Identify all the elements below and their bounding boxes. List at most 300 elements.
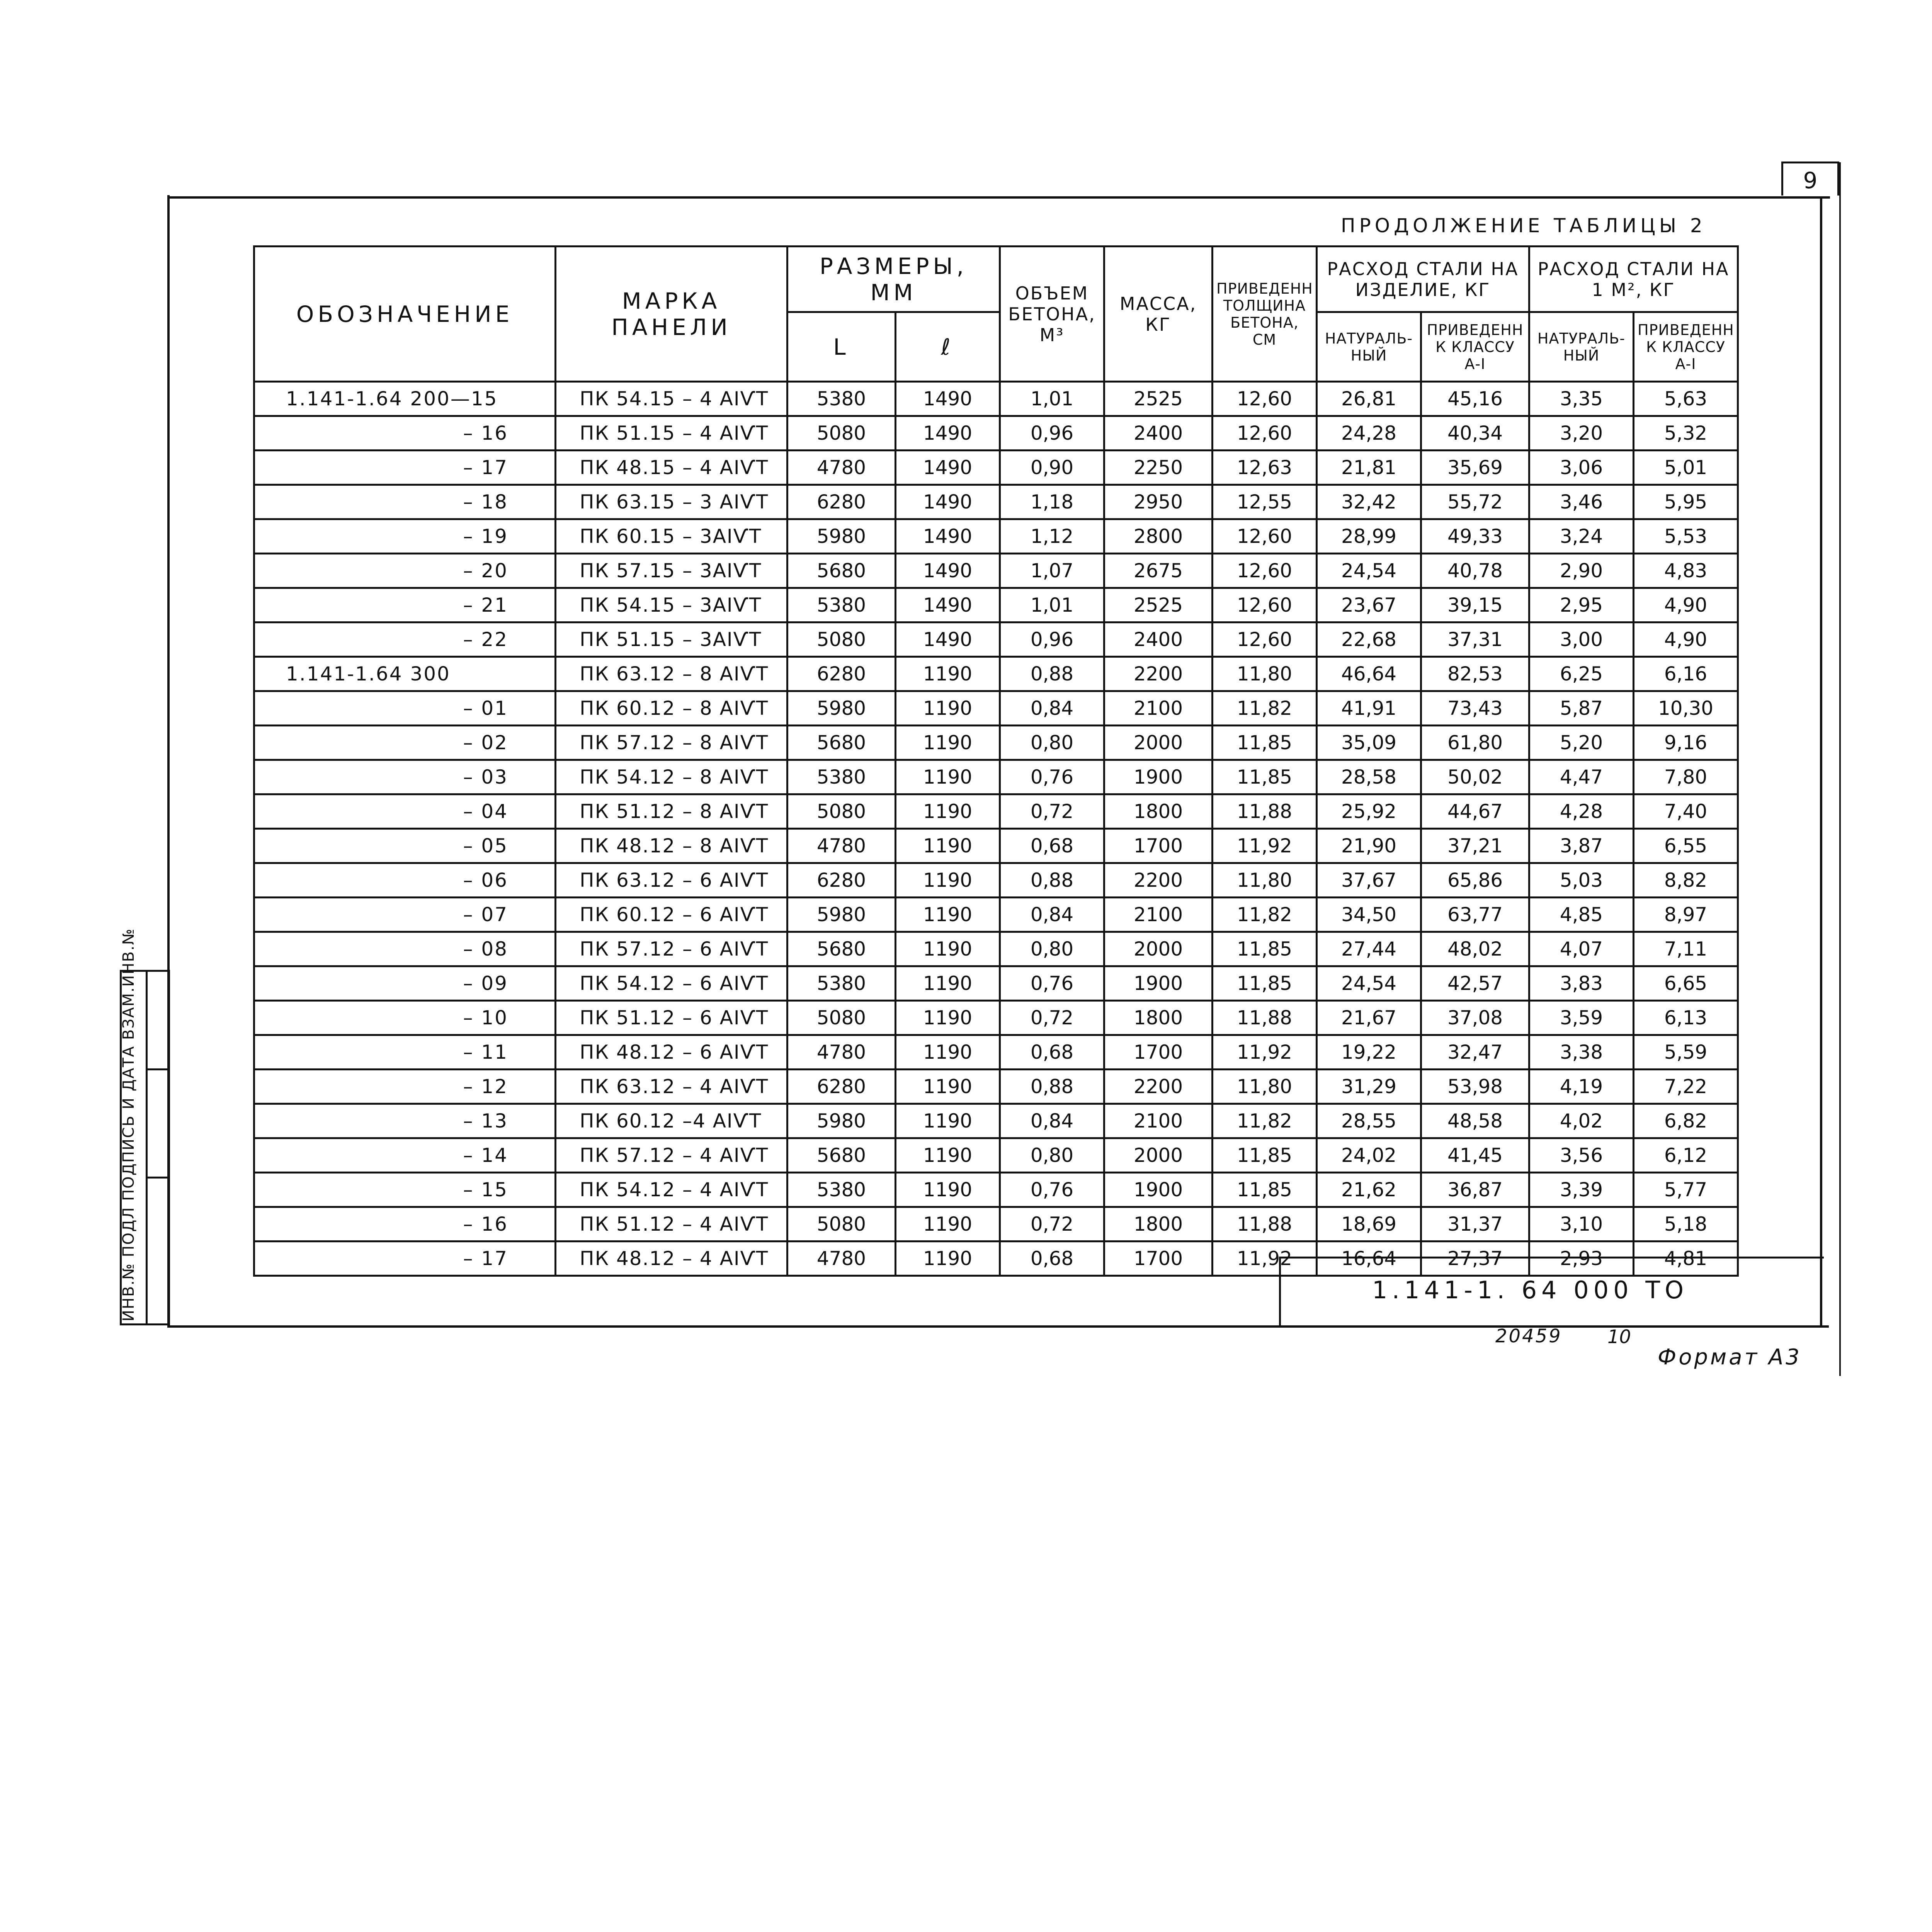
cell-m2-steel-reduced: 6,65 bbox=[1634, 966, 1738, 1001]
cell-length: 4780 bbox=[787, 829, 896, 863]
cell-designation: – 16 bbox=[254, 1207, 556, 1242]
cell-m2-steel-natural: 2,93 bbox=[1529, 1242, 1634, 1276]
cell-panel-mark: ПК 51.12 – 6 АIѴТ bbox=[556, 1001, 787, 1035]
cell-designation: – 08 bbox=[254, 932, 556, 966]
cell-mass: 2800 bbox=[1104, 519, 1213, 554]
cell-concrete-volume: 0,76 bbox=[1000, 1173, 1104, 1207]
header-m2-reduced: ПРИВЕДЕНН К КЛАССУ А-I bbox=[1634, 312, 1738, 382]
table-row bbox=[254, 588, 1738, 622]
cell-mass: 2400 bbox=[1104, 622, 1213, 657]
cell-panel-mark: ПК 60.15 – 3АIѴТ bbox=[556, 519, 787, 554]
cell-item-steel-natural: 26,81 bbox=[1317, 382, 1421, 416]
cell-width: 1190 bbox=[896, 1001, 1000, 1035]
cell-designation: – 19 bbox=[254, 519, 556, 554]
cell-panel-mark: ПК 54.12 – 8 АIѴТ bbox=[556, 760, 787, 794]
table-row bbox=[254, 622, 1738, 657]
cell-length: 5380 bbox=[787, 382, 896, 416]
cell-item-steel-reduced: 53,98 bbox=[1421, 1070, 1529, 1104]
table-row bbox=[254, 554, 1738, 588]
cell-item-steel-reduced: 61,80 bbox=[1421, 726, 1529, 760]
cell-concrete-volume: 0,68 bbox=[1000, 1035, 1104, 1070]
cell-reduced-thickness: 12,60 bbox=[1213, 416, 1317, 451]
cell-m2-steel-reduced: 6,82 bbox=[1634, 1104, 1738, 1138]
cell-length: 4780 bbox=[787, 451, 896, 485]
header-dim-length: L bbox=[787, 312, 896, 382]
cell-width: 1490 bbox=[896, 382, 1000, 416]
cell-mass: 2525 bbox=[1104, 382, 1213, 416]
cell-m2-steel-natural: 3,10 bbox=[1529, 1207, 1634, 1242]
cell-item-steel-natural: 32,42 bbox=[1317, 485, 1421, 519]
cell-m2-steel-reduced: 5,77 bbox=[1634, 1173, 1738, 1207]
cell-m2-steel-reduced: 4,90 bbox=[1634, 622, 1738, 657]
cell-width: 1190 bbox=[896, 657, 1000, 691]
cell-concrete-volume: 1,12 bbox=[1000, 519, 1104, 554]
cell-length: 5080 bbox=[787, 794, 896, 829]
cell-width: 1190 bbox=[896, 1104, 1000, 1138]
cell-concrete-volume: 1,01 bbox=[1000, 588, 1104, 622]
cell-width: 1190 bbox=[896, 1173, 1000, 1207]
cell-length: 4780 bbox=[787, 1242, 896, 1276]
cell-mass: 2525 bbox=[1104, 588, 1213, 622]
cell-designation: 1.141-1.64 300 bbox=[254, 657, 556, 691]
cell-width: 1190 bbox=[896, 898, 1000, 932]
cell-item-steel-natural: 37,67 bbox=[1317, 863, 1421, 898]
cell-concrete-volume: 0,72 bbox=[1000, 794, 1104, 829]
cell-item-steel-natural: 34,50 bbox=[1317, 898, 1421, 932]
cell-item-steel-reduced: 37,21 bbox=[1421, 829, 1529, 863]
cell-m2-steel-reduced: 7,80 bbox=[1634, 760, 1738, 794]
cell-reduced-thickness: 12,55 bbox=[1213, 485, 1317, 519]
cell-panel-mark: ПК 60.12 – 6 АIѴТ bbox=[556, 898, 787, 932]
cell-m2-steel-natural: 3,39 bbox=[1529, 1173, 1634, 1207]
cell-item-steel-reduced: 48,02 bbox=[1421, 932, 1529, 966]
cell-m2-steel-natural: 4,28 bbox=[1529, 794, 1634, 829]
cell-mass: 1800 bbox=[1104, 794, 1213, 829]
cell-concrete-volume: 0,76 bbox=[1000, 760, 1104, 794]
cell-item-steel-reduced: 49,33 bbox=[1421, 519, 1529, 554]
cell-m2-steel-reduced: 4,83 bbox=[1634, 554, 1738, 588]
cell-m2-steel-natural: 4,02 bbox=[1529, 1104, 1634, 1138]
cell-designation: – 12 bbox=[254, 1070, 556, 1104]
cell-concrete-volume: 0,72 bbox=[1000, 1207, 1104, 1242]
cell-mass: 2400 bbox=[1104, 416, 1213, 451]
cell-panel-mark: ПК 57.15 – 3АIѴТ bbox=[556, 554, 787, 588]
cell-m2-steel-natural: 3,46 bbox=[1529, 485, 1634, 519]
table-caption: ПРОДОЛЖЕНИЕ ТАБЛИЦЫ 2 bbox=[1341, 214, 1706, 237]
cell-m2-steel-natural: 2,95 bbox=[1529, 588, 1634, 622]
cell-item-steel-reduced: 39,15 bbox=[1421, 588, 1529, 622]
cell-reduced-thickness: 11,82 bbox=[1213, 898, 1317, 932]
table-row bbox=[254, 794, 1738, 829]
cell-length: 6280 bbox=[787, 657, 896, 691]
cell-item-steel-natural: 25,92 bbox=[1317, 794, 1421, 829]
cell-item-steel-reduced: 48,58 bbox=[1421, 1104, 1529, 1138]
frame-right-line bbox=[1820, 196, 1822, 1327]
cell-m2-steel-natural: 3,35 bbox=[1529, 382, 1634, 416]
cell-item-steel-reduced: 35,69 bbox=[1421, 451, 1529, 485]
cell-concrete-volume: 0,96 bbox=[1000, 622, 1104, 657]
cell-m2-steel-reduced: 10,30 bbox=[1634, 691, 1738, 726]
cell-width: 1190 bbox=[896, 691, 1000, 726]
cell-m2-steel-natural: 4,85 bbox=[1529, 898, 1634, 932]
cell-length: 5380 bbox=[787, 966, 896, 1001]
panel-spec-table bbox=[253, 245, 1739, 1277]
cell-designation: – 07 bbox=[254, 898, 556, 932]
cell-length: 5980 bbox=[787, 691, 896, 726]
cell-reduced-thickness: 11,88 bbox=[1213, 794, 1317, 829]
strip-divider bbox=[146, 972, 148, 1323]
cell-designation: – 15 bbox=[254, 1173, 556, 1207]
cell-item-steel-reduced: 82,53 bbox=[1421, 657, 1529, 691]
cell-item-steel-reduced: 65,86 bbox=[1421, 863, 1529, 898]
cell-concrete-volume: 0,68 bbox=[1000, 829, 1104, 863]
cell-designation: – 06 bbox=[254, 863, 556, 898]
cell-item-steel-natural: 28,99 bbox=[1317, 519, 1421, 554]
cell-m2-steel-reduced: 5,18 bbox=[1634, 1207, 1738, 1242]
header-concrete-volume: ОБЪЕМ БЕТОНА, М³ bbox=[1000, 247, 1104, 382]
cell-designation: – 17 bbox=[254, 1242, 556, 1276]
cell-reduced-thickness: 11,80 bbox=[1213, 657, 1317, 691]
table-row bbox=[254, 932, 1738, 966]
cell-width: 1190 bbox=[896, 1035, 1000, 1070]
table-row bbox=[254, 1070, 1738, 1104]
cell-mass: 1900 bbox=[1104, 760, 1213, 794]
cell-m2-steel-natural: 3,20 bbox=[1529, 416, 1634, 451]
inventory-number: 20459 bbox=[1495, 1325, 1562, 1347]
table-row bbox=[254, 898, 1738, 932]
cell-item-steel-reduced: 37,08 bbox=[1421, 1001, 1529, 1035]
cell-length: 5080 bbox=[787, 1207, 896, 1242]
cell-panel-mark: ПК 54.12 – 4 АIѴТ bbox=[556, 1173, 787, 1207]
cell-mass: 1800 bbox=[1104, 1207, 1213, 1242]
cell-width: 1490 bbox=[896, 519, 1000, 554]
table-row bbox=[254, 1104, 1738, 1138]
cell-m2-steel-natural: 4,47 bbox=[1529, 760, 1634, 794]
cell-item-steel-natural: 22,68 bbox=[1317, 622, 1421, 657]
cell-m2-steel-reduced: 5,32 bbox=[1634, 416, 1738, 451]
cell-width: 1490 bbox=[896, 416, 1000, 451]
cell-length: 5980 bbox=[787, 519, 896, 554]
cell-width: 1190 bbox=[896, 829, 1000, 863]
table-row bbox=[254, 485, 1738, 519]
table-row bbox=[254, 416, 1738, 451]
cell-m2-steel-natural: 2,90 bbox=[1529, 554, 1634, 588]
cell-reduced-thickness: 11,88 bbox=[1213, 1207, 1317, 1242]
cell-width: 1190 bbox=[896, 760, 1000, 794]
cell-panel-mark: ПК 48.15 – 4 АIѴТ bbox=[556, 451, 787, 485]
cell-item-steel-reduced: 55,72 bbox=[1421, 485, 1529, 519]
cell-m2-steel-reduced: 5,59 bbox=[1634, 1035, 1738, 1070]
cell-m2-steel-reduced: 7,40 bbox=[1634, 794, 1738, 829]
cell-m2-steel-natural: 5,87 bbox=[1529, 691, 1634, 726]
cell-panel-mark: ПК 48.12 – 6 АIѴТ bbox=[556, 1035, 787, 1070]
strip-divider bbox=[146, 1177, 169, 1179]
cell-concrete-volume: 0,90 bbox=[1000, 451, 1104, 485]
cell-panel-mark: ПК 54.12 – 6 АIѴТ bbox=[556, 966, 787, 1001]
header-steel-per-m2: РАСХОД СТАЛИ НА 1 М², КГ bbox=[1529, 247, 1738, 312]
cell-width: 1490 bbox=[896, 588, 1000, 622]
header-item-reduced: ПРИВЕДЕНН К КЛАССУ А-I bbox=[1421, 312, 1529, 382]
cell-item-steel-reduced: 45,16 bbox=[1421, 382, 1529, 416]
cell-reduced-thickness: 11,92 bbox=[1213, 1035, 1317, 1070]
cell-reduced-thickness: 12,63 bbox=[1213, 451, 1317, 485]
cell-length: 5380 bbox=[787, 760, 896, 794]
cell-concrete-volume: 0,68 bbox=[1000, 1242, 1104, 1276]
cell-panel-mark: ПК 48.12 – 8 АIѴТ bbox=[556, 829, 787, 863]
cell-item-steel-reduced: 27,37 bbox=[1421, 1242, 1529, 1276]
cell-panel-mark: ПК 48.12 – 4 АIѴТ bbox=[556, 1242, 787, 1276]
frame-top-line bbox=[168, 196, 1830, 199]
cell-concrete-volume: 1,07 bbox=[1000, 554, 1104, 588]
cell-item-steel-natural: 18,69 bbox=[1317, 1207, 1421, 1242]
cell-m2-steel-reduced: 5,01 bbox=[1634, 451, 1738, 485]
cell-concrete-volume: 0,84 bbox=[1000, 1104, 1104, 1138]
cell-designation: – 18 bbox=[254, 485, 556, 519]
cell-length: 5680 bbox=[787, 1138, 896, 1173]
cell-m2-steel-natural: 3,06 bbox=[1529, 451, 1634, 485]
header-mass: МАССА, КГ bbox=[1104, 247, 1213, 382]
cell-reduced-thickness: 11,92 bbox=[1213, 829, 1317, 863]
cell-mass: 1900 bbox=[1104, 966, 1213, 1001]
cell-length: 5980 bbox=[787, 1104, 896, 1138]
cell-m2-steel-natural: 6,25 bbox=[1529, 657, 1634, 691]
cell-item-steel-reduced: 42,57 bbox=[1421, 966, 1529, 1001]
cell-reduced-thickness: 11,85 bbox=[1213, 726, 1317, 760]
cell-item-steel-reduced: 73,43 bbox=[1421, 691, 1529, 726]
cell-item-steel-natural: 41,91 bbox=[1317, 691, 1421, 726]
cell-width: 1190 bbox=[896, 1207, 1000, 1242]
cell-item-steel-natural: 19,22 bbox=[1317, 1035, 1421, 1070]
cell-mass: 2200 bbox=[1104, 863, 1213, 898]
table-row bbox=[254, 726, 1738, 760]
table-row bbox=[254, 1035, 1738, 1070]
cell-item-steel-reduced: 32,47 bbox=[1421, 1035, 1529, 1070]
cell-mass: 2200 bbox=[1104, 657, 1213, 691]
table-row bbox=[254, 829, 1738, 863]
cell-item-steel-natural: 24,02 bbox=[1317, 1138, 1421, 1173]
cell-m2-steel-reduced: 7,11 bbox=[1634, 932, 1738, 966]
cell-mass: 2100 bbox=[1104, 1104, 1213, 1138]
cell-mass: 1900 bbox=[1104, 1173, 1213, 1207]
cell-m2-steel-reduced: 4,81 bbox=[1634, 1242, 1738, 1276]
cell-width: 1490 bbox=[896, 554, 1000, 588]
cell-item-steel-reduced: 31,37 bbox=[1421, 1207, 1529, 1242]
cell-designation: – 05 bbox=[254, 829, 556, 863]
table-body bbox=[254, 382, 1738, 1276]
title-block bbox=[1279, 1257, 1824, 1326]
cell-mass: 2000 bbox=[1104, 726, 1213, 760]
cell-panel-mark: ПК 57.12 – 8 АIѴТ bbox=[556, 726, 787, 760]
cell-item-steel-reduced: 40,34 bbox=[1421, 416, 1529, 451]
cell-concrete-volume: 0,88 bbox=[1000, 863, 1104, 898]
cell-m2-steel-reduced: 8,82 bbox=[1634, 863, 1738, 898]
cell-length: 5680 bbox=[787, 726, 896, 760]
cell-item-steel-natural: 24,54 bbox=[1317, 554, 1421, 588]
cell-mass: 1700 bbox=[1104, 1242, 1213, 1276]
cell-designation: – 02 bbox=[254, 726, 556, 760]
cell-width: 1190 bbox=[896, 1070, 1000, 1104]
table-row bbox=[254, 382, 1738, 416]
cell-m2-steel-natural: 5,03 bbox=[1529, 863, 1634, 898]
cell-concrete-volume: 0,84 bbox=[1000, 898, 1104, 932]
cell-mass: 1800 bbox=[1104, 1001, 1213, 1035]
cell-reduced-thickness: 11,85 bbox=[1213, 760, 1317, 794]
cell-m2-steel-reduced: 5,95 bbox=[1634, 485, 1738, 519]
cell-m2-steel-reduced: 6,13 bbox=[1634, 1001, 1738, 1035]
approval-strip-label: ИНВ.№ ПОДЛ ПОДПИСЬ И ДАТА ВЗАМ.ИНВ.№ bbox=[120, 928, 138, 1321]
cell-width: 1490 bbox=[896, 451, 1000, 485]
cell-length: 5680 bbox=[787, 932, 896, 966]
cell-item-steel-natural: 35,09 bbox=[1317, 726, 1421, 760]
cell-reduced-thickness: 11,82 bbox=[1213, 691, 1317, 726]
cell-designation: 1.141-1.64 200—15 bbox=[254, 382, 556, 416]
table-row bbox=[254, 1001, 1738, 1035]
cell-reduced-thickness: 12,60 bbox=[1213, 554, 1317, 588]
cell-designation: – 13 bbox=[254, 1104, 556, 1138]
cell-designation: – 10 bbox=[254, 1001, 556, 1035]
cell-panel-mark: ПК 51.15 – 3АIѴТ bbox=[556, 622, 787, 657]
cell-width: 1490 bbox=[896, 622, 1000, 657]
table-row bbox=[254, 863, 1738, 898]
cell-m2-steel-natural: 3,83 bbox=[1529, 966, 1634, 1001]
cell-m2-steel-reduced: 6,55 bbox=[1634, 829, 1738, 863]
cell-concrete-volume: 0,88 bbox=[1000, 1070, 1104, 1104]
header-steel-per-item: РАСХОД СТАЛИ НА ИЗДЕЛИЕ, КГ bbox=[1317, 247, 1529, 312]
cell-item-steel-natural: 21,81 bbox=[1317, 451, 1421, 485]
cell-length: 5980 bbox=[787, 898, 896, 932]
cell-panel-mark: ПК 63.15 – 3 АIѴТ bbox=[556, 485, 787, 519]
cell-width: 1190 bbox=[896, 966, 1000, 1001]
cell-mass: 2000 bbox=[1104, 932, 1213, 966]
table-row bbox=[254, 451, 1738, 485]
cell-concrete-volume: 0,80 bbox=[1000, 1138, 1104, 1173]
cell-designation: – 14 bbox=[254, 1138, 556, 1173]
cell-designation: – 17 bbox=[254, 451, 556, 485]
cell-concrete-volume: 1,01 bbox=[1000, 382, 1104, 416]
header-m2-natural: НАТУРАЛЬ- НЫЙ bbox=[1529, 312, 1634, 382]
cell-designation: – 01 bbox=[254, 691, 556, 726]
cell-m2-steel-natural: 3,00 bbox=[1529, 622, 1634, 657]
cell-designation: – 22 bbox=[254, 622, 556, 657]
cell-length: 5080 bbox=[787, 622, 896, 657]
cell-designation: – 09 bbox=[254, 966, 556, 1001]
cell-width: 1190 bbox=[896, 794, 1000, 829]
cell-mass: 2200 bbox=[1104, 1070, 1213, 1104]
header-dimensions: РАЗМЕРЫ, ММ bbox=[787, 247, 1000, 312]
cell-concrete-volume: 0,76 bbox=[1000, 966, 1104, 1001]
cell-designation: – 20 bbox=[254, 554, 556, 588]
cell-length: 6280 bbox=[787, 1070, 896, 1104]
cell-m2-steel-reduced: 6,16 bbox=[1634, 657, 1738, 691]
cell-mass: 2000 bbox=[1104, 1138, 1213, 1173]
cell-concrete-volume: 0,96 bbox=[1000, 416, 1104, 451]
cell-concrete-volume: 0,88 bbox=[1000, 657, 1104, 691]
cell-mass: 1700 bbox=[1104, 829, 1213, 863]
cell-designation: – 21 bbox=[254, 588, 556, 622]
table-row bbox=[254, 1138, 1738, 1173]
cell-concrete-volume: 0,80 bbox=[1000, 726, 1104, 760]
cell-m2-steel-natural: 4,19 bbox=[1529, 1070, 1634, 1104]
cell-item-steel-reduced: 63,77 bbox=[1421, 898, 1529, 932]
cell-item-steel-natural: 24,54 bbox=[1317, 966, 1421, 1001]
cell-item-steel-natural: 31,29 bbox=[1317, 1070, 1421, 1104]
cell-reduced-thickness: 11,85 bbox=[1213, 966, 1317, 1001]
cell-reduced-thickness: 11,80 bbox=[1213, 863, 1317, 898]
cell-m2-steel-natural: 3,38 bbox=[1529, 1035, 1634, 1070]
cell-item-steel-natural: 28,55 bbox=[1317, 1104, 1421, 1138]
table-row bbox=[254, 966, 1738, 1001]
cell-mass: 2950 bbox=[1104, 485, 1213, 519]
cell-item-steel-natural: 21,67 bbox=[1317, 1001, 1421, 1035]
cell-item-steel-reduced: 37,31 bbox=[1421, 622, 1529, 657]
cell-m2-steel-natural: 5,20 bbox=[1529, 726, 1634, 760]
cell-concrete-volume: 1,18 bbox=[1000, 485, 1104, 519]
cell-mass: 2675 bbox=[1104, 554, 1213, 588]
strip-divider bbox=[146, 1068, 169, 1070]
cell-reduced-thickness: 11,85 bbox=[1213, 1138, 1317, 1173]
cell-designation: – 04 bbox=[254, 794, 556, 829]
cell-panel-mark: ПК 63.12 – 6 АIѴТ bbox=[556, 863, 787, 898]
cell-reduced-thickness: 11,82 bbox=[1213, 1104, 1317, 1138]
cell-designation: – 16 bbox=[254, 416, 556, 451]
cell-item-steel-reduced: 50,02 bbox=[1421, 760, 1529, 794]
cell-m2-steel-reduced: 5,53 bbox=[1634, 519, 1738, 554]
cell-item-steel-natural: 28,58 bbox=[1317, 760, 1421, 794]
table-row bbox=[254, 1173, 1738, 1207]
header-designation: ОБОЗНАЧЕНИЕ bbox=[254, 247, 556, 382]
cell-item-steel-reduced: 40,78 bbox=[1421, 554, 1529, 588]
cell-panel-mark: ПК 60.12 –4 АIѴТ bbox=[556, 1104, 787, 1138]
cell-length: 5680 bbox=[787, 554, 896, 588]
cell-m2-steel-reduced: 4,90 bbox=[1634, 588, 1738, 622]
document-code: 1.141-1. 64 000 ТО bbox=[1372, 1276, 1689, 1304]
header-mark: МАРКА ПАНЕЛИ bbox=[556, 247, 787, 382]
cell-m2-steel-reduced: 5,63 bbox=[1634, 382, 1738, 416]
cell-length: 6280 bbox=[787, 485, 896, 519]
cell-panel-mark: ПК 51.12 – 8 АIѴТ bbox=[556, 794, 787, 829]
cell-panel-mark: ПК 63.12 – 4 АIѴТ bbox=[556, 1070, 787, 1104]
cell-length: 5380 bbox=[787, 1173, 896, 1207]
cell-designation: – 03 bbox=[254, 760, 556, 794]
cell-item-steel-natural: 27,44 bbox=[1317, 932, 1421, 966]
cell-m2-steel-natural: 4,07 bbox=[1529, 932, 1634, 966]
cell-concrete-volume: 0,72 bbox=[1000, 1001, 1104, 1035]
cell-mass: 2250 bbox=[1104, 451, 1213, 485]
cell-width: 1190 bbox=[896, 1242, 1000, 1276]
cell-designation: – 11 bbox=[254, 1035, 556, 1070]
cell-length: 4780 bbox=[787, 1035, 896, 1070]
table-row bbox=[254, 657, 1738, 691]
table-row bbox=[254, 1207, 1738, 1242]
cell-m2-steel-natural: 3,56 bbox=[1529, 1138, 1634, 1173]
cell-m2-steel-reduced: 7,22 bbox=[1634, 1070, 1738, 1104]
cell-width: 1490 bbox=[896, 485, 1000, 519]
cell-item-steel-natural: 24,28 bbox=[1317, 416, 1421, 451]
cell-reduced-thickness: 12,60 bbox=[1213, 519, 1317, 554]
cell-panel-mark: ПК 57.12 – 6 АIѴТ bbox=[556, 932, 787, 966]
table-row bbox=[254, 691, 1738, 726]
cell-item-steel-natural: 46,64 bbox=[1317, 657, 1421, 691]
cell-width: 1190 bbox=[896, 863, 1000, 898]
cell-mass: 2100 bbox=[1104, 691, 1213, 726]
cell-panel-mark: ПК 60.12 – 8 АIѴТ bbox=[556, 691, 787, 726]
cell-length: 5380 bbox=[787, 588, 896, 622]
cell-item-steel-reduced: 36,87 bbox=[1421, 1173, 1529, 1207]
cell-m2-steel-natural: 3,24 bbox=[1529, 519, 1634, 554]
header-dim-width: ℓ bbox=[896, 312, 1000, 382]
cell-item-steel-natural: 21,62 bbox=[1317, 1173, 1421, 1207]
cell-concrete-volume: 0,80 bbox=[1000, 932, 1104, 966]
